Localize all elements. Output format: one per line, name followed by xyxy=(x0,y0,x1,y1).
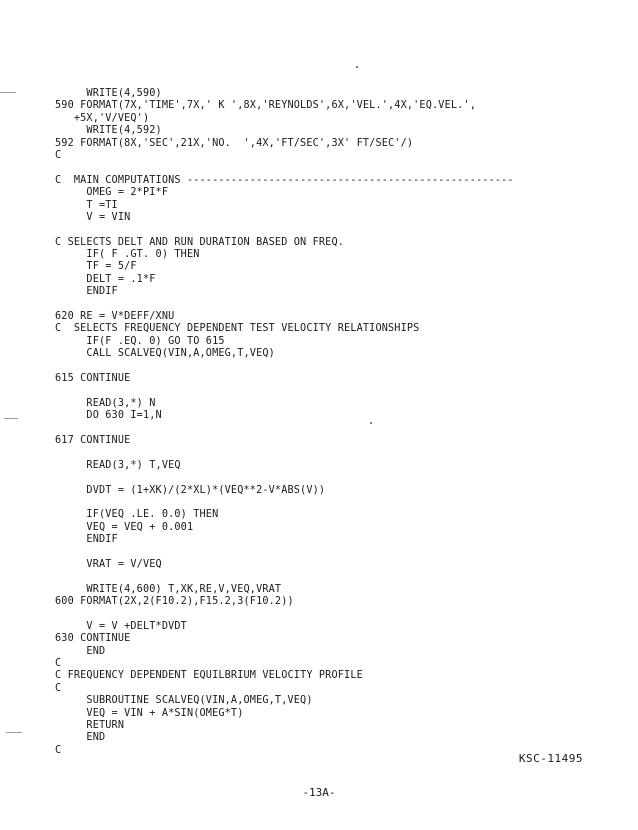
code-line: READ(3,*) N xyxy=(55,397,156,409)
code-line: C SELECTS DELT AND RUN DURATION BASED ON FREQ. xyxy=(55,236,345,248)
scan-margin-mark xyxy=(0,92,16,93)
code-line: WRITE(4,600) T,XK,RE,V,VEQ,VRAT xyxy=(55,583,282,595)
fortran-code-listing xyxy=(55,88,514,757)
code-line: 630 CONTINUE xyxy=(55,633,131,645)
code-line: VRAT = V/VEQ xyxy=(55,558,162,570)
blank-line xyxy=(55,608,514,620)
code-line: OMEG = 2*PI*F xyxy=(55,187,169,199)
code-line: VEQ = VEQ + 0.001 xyxy=(55,521,194,533)
code-line: VEQ = VIN + A*SIN(OMEG*T) xyxy=(55,707,244,719)
code-line: V = VIN xyxy=(55,211,131,223)
code-line: +5X,'V/VEQ') xyxy=(55,112,150,124)
document-id: KSC-11495 xyxy=(518,752,583,765)
blank-line xyxy=(55,571,514,583)
code-line: IF(VEQ .LE. 0.0) THEN xyxy=(55,509,219,521)
code-line: 620 RE = V*DEFF/XNU xyxy=(55,311,175,323)
code-line: C xyxy=(55,657,62,669)
blank-line xyxy=(55,497,514,509)
code-line: DELT = .1*F xyxy=(55,273,156,285)
code-line: C xyxy=(55,149,62,161)
code-line: RETURN xyxy=(55,719,125,731)
code-line: 617 CONTINUE xyxy=(55,434,131,446)
code-line: 600 FORMAT(2X,2(F10.2),F15.2,3(F10.2)) xyxy=(55,596,294,608)
code-line: ENDIF xyxy=(55,286,118,298)
code-line: READ(3,*) T,VEQ xyxy=(55,459,181,471)
scan-speck xyxy=(356,66,358,68)
blank-line xyxy=(55,423,514,435)
code-line: ENDIF xyxy=(55,534,118,546)
scan-margin-mark xyxy=(4,418,18,419)
code-line: SUBROUTINE SCALVEQ(VIN,A,OMEG,T,VEQ) xyxy=(55,695,313,707)
blank-line xyxy=(55,299,514,311)
code-line: 615 CONTINUE xyxy=(55,372,131,384)
code-line: C MAIN COMPUTATIONS ---------------------------------------------------- xyxy=(55,174,514,186)
code-line: 592 FORMAT(8X,'SEC',21X,'NO. ',4X,'FT/SEC',3X' FT/SEC'/) xyxy=(55,137,414,149)
code-line: TF = 5/F xyxy=(55,261,137,273)
code-line: C xyxy=(55,744,62,756)
code-line: V = V +DELT*DVDT xyxy=(55,620,187,632)
blank-line xyxy=(55,472,514,484)
code-line: DVDT = (1+XK)/(2*XL)*(VEQ**2-V*ABS(V)) xyxy=(55,484,326,496)
code-line: WRITE(4,592) xyxy=(55,125,162,137)
code-line: C xyxy=(55,682,62,694)
code-line: IF(F .EQ. 0) GO TO 615 xyxy=(55,335,225,347)
code-line: END xyxy=(55,732,106,744)
code-line: DO 630 I=1,N xyxy=(55,410,162,422)
code-line: IF( F .GT. 0) THEN xyxy=(55,249,200,261)
code-line: WRITE(4,590) xyxy=(55,88,162,99)
blank-line xyxy=(55,447,514,459)
blank-line xyxy=(55,361,514,373)
blank-line xyxy=(55,224,514,236)
scan-margin-mark xyxy=(6,732,22,733)
code-line: END xyxy=(55,645,106,657)
code-line: CALL SCALVEQ(VIN,A,OMEG,T,VEQ) xyxy=(55,348,275,360)
code-line: C SELECTS FREQUENCY DEPENDENT TEST VELOCITY RELATIONSHIPS xyxy=(55,323,420,335)
blank-line xyxy=(55,162,514,174)
page-number: -13A- xyxy=(302,786,336,799)
code-line: C FREQUENCY DEPENDENT EQUILBRIUM VELOCITY PROFILE xyxy=(55,670,363,682)
code-line: T =TI xyxy=(55,199,118,211)
blank-line xyxy=(55,546,514,558)
blank-line xyxy=(55,385,514,397)
code-line: 590 FORMAT(7X,'TIME',7X,' K ',8X,'REYNOLDS',6X,'VEL.',4X,'EQ.VEL.', xyxy=(55,100,476,112)
